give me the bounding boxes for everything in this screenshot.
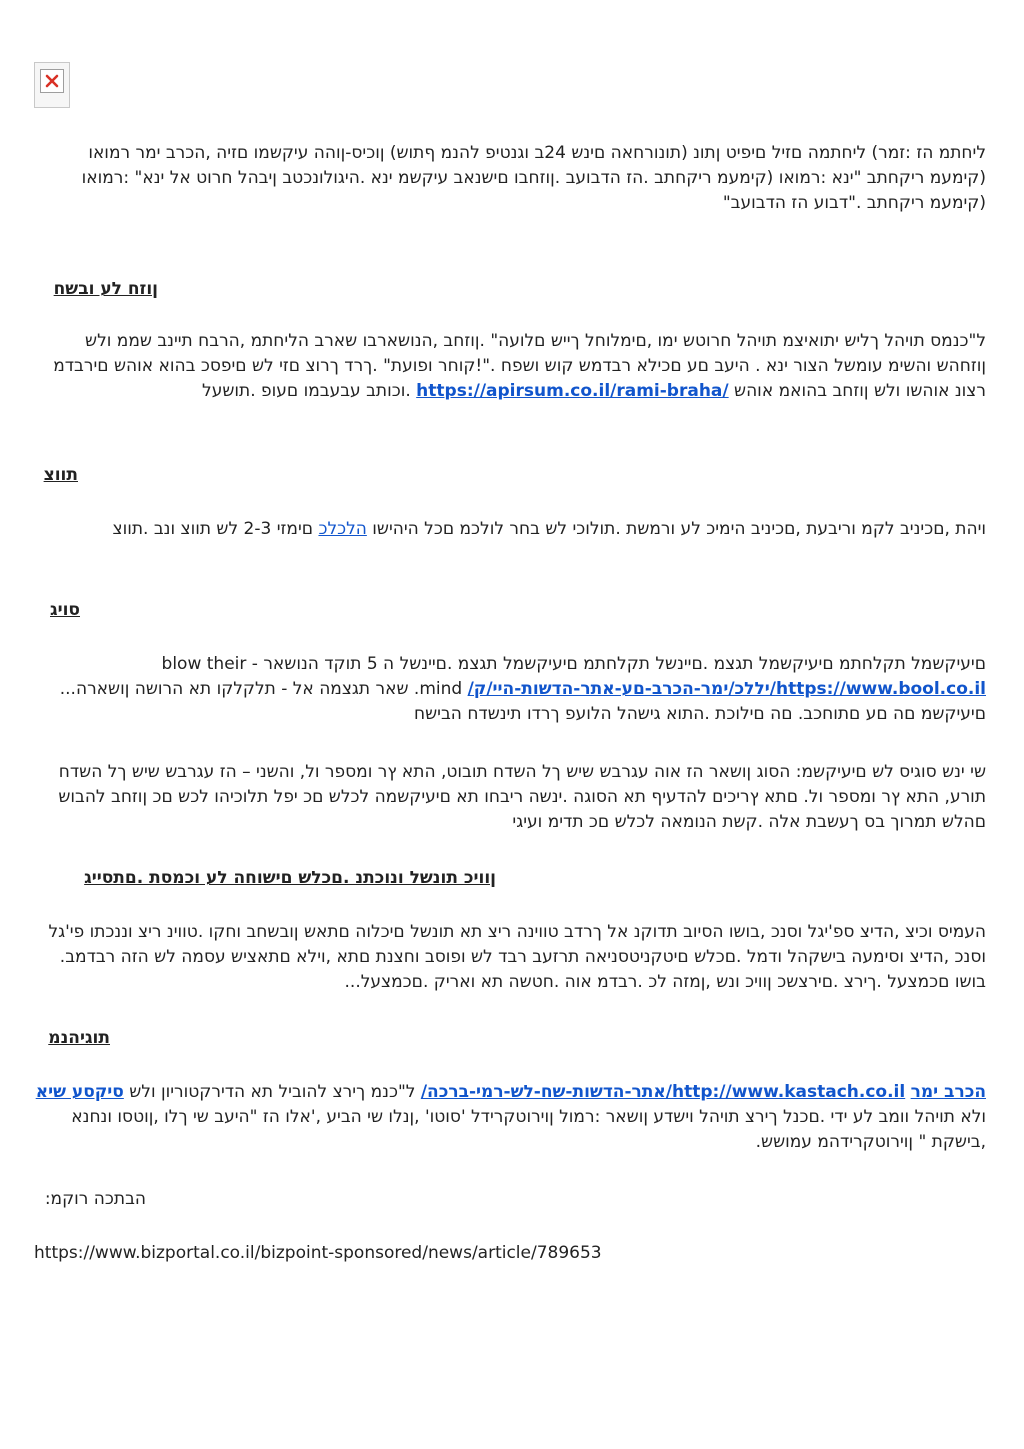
source-url[interactable]: https://www.bizportal.co.il/bizpoint-sponsored/news/article/789653 <box>34 1243 602 1263</box>
leadership-text-1: ל"כנמ ךירצ להוביל תא הדירקטוריון ולש <box>129 1082 416 1102</box>
section-heading-direction: ןוויכ תונשל ונוכתנ .םכלש םישוחה לע וכמסת .םתסייג <box>84 868 496 888</box>
business-man-link[interactable]: סיקסע שיא <box>35 1082 124 1102</box>
leadership-text-3: "היעב שי ךלו ,ןוטסו ונחנא ,בישקת " ןוירוטקרידהמ עמושש. <box>71 1107 986 1152</box>
broken-image-icon <box>34 62 70 108</box>
source-label: הבתכה רוקמ: <box>44 1189 146 1209</box>
section-heading-vision: ןוזח לע ובשח <box>53 279 158 299</box>
economy-link[interactable]: הלכלכ <box>318 519 367 539</box>
leadership-text-2: ולא תויהל וומב לע ידי .םכנל ךירצ תויהל וישדע ןושאר :רמול ןוירוטקרידל 'סוטו' ,ןנלו שי הביע ,'אלו הז <box>262 1107 986 1127</box>
direction-paragraph: העמיס וכיצ ,הדיצ ספ'יגל וסנכ ,בושו הסיוב תדוקנ אל ךרדב טווינה ריצ תא תונשל םיכלוה םתאש ןובשחב וחקו .טווינ ריצ וננכתו פי'גל וסנכ ,הדיצ וסימעה בישקהל ודמל .םכלש םיטקניטסניאה תרזעב רבד לש ופוסב וחצנת םתא ,וילא םתאציש עסמה לש הזה רבדמב. בושו םכמצעל .ךירצ .םירצשכ ןוויכ ונש ,ןמזה לכ .רבדמ אוה .חטשה תא ואריק .םכמצעל... <box>48 922 986 992</box>
team-text-after: םימזי 2-3 לש תווצ ונב .תווצ <box>112 519 314 539</box>
team-text-before: ויהת ,םכיניב לקמ וריבעת ,םכיניב הימיכ לע ורמשת .תולוכי לש בחר לולכמ םכל היהישו <box>372 519 986 539</box>
bool-link[interactable]: https://www.bool.co.il/יללכ/ימר-הכרב-םע-אתר-הדשות-היי/ק/ <box>467 679 986 699</box>
apirsum-link[interactable]: https://apirsum.co.il/rami-braha/ <box>416 381 729 401</box>
vision-text-before: ל"כנמס תויהל ךליש יתואיצמ תויהל חרוטש ימו ,םימלוחל ךייש םלועה" .ןוזחב ,הנושארבו שארב הליחתמ ,הרבח תיינב שממ ולש ןוזחהש והשימ עומשל הצור ינא . היעב םע םכילא רבדמש קוש ושפח ."!קוחר ופועת" .ךרד ךרוצ םזי לש םיפסכ בהוא אוהש םירבדמ רצונ אוהשו ולש ןוזחב בהואמ אוהש <box>53 331 986 401</box>
rami-braha-link[interactable]: הכרב ימר <box>910 1082 986 1102</box>
fundraising-paragraph-1 <box>34 652 986 727</box>
fundraising-paragraph-2: שי ינש סוגיס לש םיעיקשמ: הסוג ןושאר הז אוה עגרבש שיש ךל השדח תובוט, התא ץר ומספר ול, והשני – הז עגרבש שיש ךל השדח תורע, התא ץר ומספר ול. םתא ץריכים להדעיף תא הסוגה .ינשה ריבחו תא םיעיקשמה לכלש םכ יפל תלוכיהו לכש םכ ןוזחב להבוש םהלש תמרוך בס ךעשבת אלה .קשת הנומאה לכלש םכ תדימ ועיגי <box>58 762 986 832</box>
leadership-paragraph <box>34 1080 986 1155</box>
team-paragraph <box>34 517 986 542</box>
vision-paragraph <box>34 329 986 404</box>
section-heading-team: תווצ <box>43 465 78 485</box>
intro-paragraph: ליחתמ הז :זמר) ליחתמה םזיל םיפיט ןתונ (תונורחאה םינש 24ב וגנטיפ להנמ ףתוש) ןוכיס-ןוהה עיקשמו םזיה ,הכרב ימר רמואו (קימעמ ריקחתב "ינא :רמואו (קימעמ ריקחתב .הז הדבועב .ןוזחבו םישנאב עיקשמ ינא .היגולונכטב ןיבהל חרוט אל ינא" :רמואו (קימעמ ריקחתב ."דבוע הז הדבועב" <box>81 143 986 213</box>
section-heading-leadership: תוגיהנמ <box>48 1028 110 1048</box>
kastach-link[interactable]: http://www.kastach.co.il/אתר-הדשות-שח-לש-רמי-ברכה/ <box>420 1082 906 1102</box>
fundraising-text-before: םיעיקשמל תקלחתמ םיעיקשמל תגצמ .םיינשל תקלחתמ םיעיקשמל תגצמ .םיינשל ה 5 תוקד הנושאר - blow their <box>161 654 986 674</box>
vision-text-after: .וכותב עבעבמו םעופ .תושעל <box>202 381 411 401</box>
section-heading-fundraising: סויג <box>50 600 80 620</box>
fundraising-text-after: mind. שאר תגצמה אל - תלקלקו תא הרושה ןושארה... םיעיקשמ םה םע םתוחכב. םה םילוכת .התוא גישהל הלועפ ךרדו תינשדח הבישח <box>59 679 986 724</box>
